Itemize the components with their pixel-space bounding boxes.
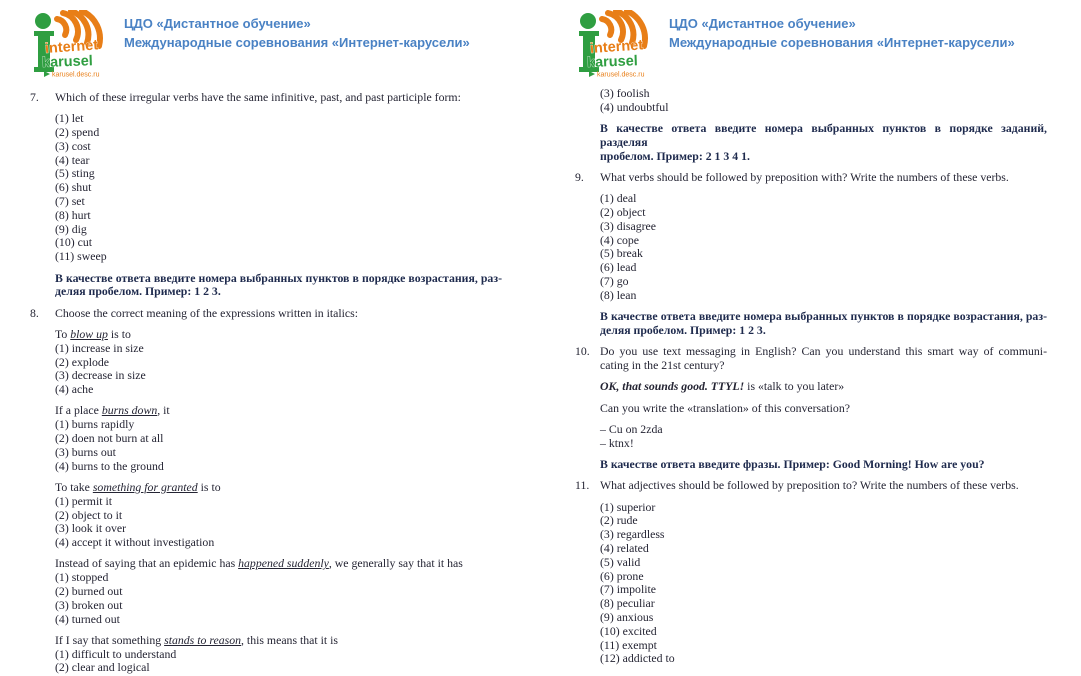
option-item: (9) anxious <box>600 610 654 624</box>
question-10-number: 10. <box>575 344 590 359</box>
option-item: (12) addicted to <box>600 651 675 666</box>
page-header <box>124 10 470 78</box>
option-item: (2) object to it <box>55 507 123 522</box>
question-8-number: 8. <box>30 305 39 320</box>
question-8-title: Choose the correct meaning of the expressions written in italics: <box>55 305 359 320</box>
question-11 <box>575 479 1047 666</box>
option-item: (4) tear <box>55 152 90 167</box>
option-item: (3) disagree <box>600 218 657 233</box>
option-item: (4) cope <box>600 232 639 247</box>
question-7-options <box>55 112 502 264</box>
option-item: (4) undoubtful <box>600 99 669 114</box>
lead-pre: To <box>55 326 71 341</box>
question-11-title: What adjectives should be followed by preposition to? Write the numbers of these verbs. <box>600 478 1019 493</box>
option-item: (8) peculiar <box>600 596 655 611</box>
page-right <box>545 0 1081 676</box>
internet-karusel-logo <box>30 10 118 78</box>
question-8-tail-options <box>600 87 1047 115</box>
option-item: (2) object <box>600 205 646 220</box>
question-9-number: 9. <box>575 169 584 184</box>
left-page-content <box>30 91 502 675</box>
option-item: (5) sting <box>55 166 95 181</box>
lead-pre: If a place <box>55 403 102 418</box>
italic-phrase: stands to reason <box>164 632 242 647</box>
logo-word-karusel: karusel <box>41 53 94 71</box>
question-10-dialog <box>600 423 1047 451</box>
question-10-prompt: Can you write the «translation» of this conversation? <box>600 400 850 415</box>
question-8-instruction <box>600 122 1047 163</box>
logo-row <box>30 10 541 78</box>
question-8-sub-5 <box>55 634 502 675</box>
option-item: (10) cut <box>55 235 93 250</box>
option-item: (4) turned out <box>55 611 120 626</box>
expression-lead <box>55 557 502 571</box>
italic-phrase: blow up <box>70 326 108 341</box>
option-item: (1) let <box>55 111 84 126</box>
header-line-1: ЦДО «Дистантное обучение» <box>124 16 311 31</box>
question-7 <box>30 91 502 299</box>
expression-lead <box>55 481 502 495</box>
option-item: (2) burned out <box>55 584 123 598</box>
option-item: (1) permit it <box>55 493 113 508</box>
italic-phrase: burns down <box>101 403 158 418</box>
option-item: – ktnx! <box>600 435 634 450</box>
option-item: (4) ache <box>55 382 94 397</box>
header-line-1: ЦДО «Дистантное обучение» <box>669 16 856 31</box>
option-item: (8) hurt <box>55 207 91 222</box>
internet-karusel-logo <box>575 10 663 78</box>
italic-phrase: something for granted <box>92 479 198 494</box>
option-item: (1) increase in size <box>55 340 144 355</box>
option-item: (1) difficult to understand <box>55 646 177 661</box>
instruction-line: В качестве ответа введите номера выбранных пунктов в порядке возрастания, раз- <box>600 309 1047 324</box>
page-header <box>669 10 1015 78</box>
option-item: (2) doen not burn at all <box>55 431 164 446</box>
header-line-2: Международные соревнования «Интернет-карусели» <box>669 35 1015 50</box>
question-7-number: 7. <box>30 90 39 104</box>
question-11-options <box>600 501 1047 667</box>
question-8-sub-1 <box>55 328 502 397</box>
expression-lead <box>55 404 502 418</box>
question-8-continued <box>600 87 1047 163</box>
option-item: (6) prone <box>600 568 644 583</box>
sub-3-options <box>55 495 502 550</box>
question-10-title <box>600 345 1047 373</box>
question-9-title: What verbs should be followed by preposition with? Write the numbers of these verbs. <box>600 169 1009 184</box>
question-7-instruction <box>55 272 502 300</box>
option-item: (7) impolite <box>600 582 657 597</box>
option-item: (11) sweep <box>55 249 107 264</box>
lead-post: , we generally say that it has <box>328 556 463 571</box>
instruction-line: деляя пробелом. Пример: 1 2 3. <box>55 284 221 299</box>
sub-1-options <box>55 342 502 397</box>
logo-url: karusel.desc.ru <box>597 71 645 78</box>
logo-url: karusel.desc.ru <box>52 71 100 78</box>
question-8 <box>30 307 502 676</box>
sub-4-options <box>55 571 502 626</box>
lead-post: is to <box>107 326 131 341</box>
logo-word-internet: internet <box>589 37 644 58</box>
lead-post: is to <box>197 479 221 494</box>
option-item: (3) look it over <box>55 521 127 536</box>
option-item: (5) break <box>600 246 643 261</box>
sms-example <box>600 380 1047 394</box>
sub-2-options <box>55 418 502 473</box>
option-item: (2) spend <box>55 125 100 140</box>
instruction-line: пробелом. Пример: 2 1 3 4 1. <box>600 148 750 163</box>
question-9 <box>575 171 1047 338</box>
option-item: (9) dig <box>55 221 87 236</box>
lead-pre: If I say that something <box>55 632 165 647</box>
title-line: cating in the 21st century? <box>600 358 725 373</box>
right-page-content <box>575 87 1047 666</box>
sms-translation: is «talk to you later» <box>744 379 845 394</box>
instruction-line: деляя пробелом. Пример: 1 2 3. <box>600 322 766 337</box>
instruction-line: В качестве ответа введите номера выбранных пунктов в порядке возрастания, раз- <box>55 270 502 285</box>
option-item: (3) cost <box>55 138 91 153</box>
option-item: (8) lean <box>600 287 637 302</box>
italic-phrase: happened suddenly <box>238 556 329 571</box>
option-item: (6) shut <box>55 180 92 195</box>
question-8-sub-3 <box>55 481 502 550</box>
lead-post: , it <box>157 403 170 418</box>
logo-word-internet: internet <box>44 37 99 58</box>
option-item: (1) deal <box>600 191 637 206</box>
option-item: (3) regardless <box>600 527 665 542</box>
question-8-sub-2 <box>55 404 502 473</box>
logo-word-karusel: karusel <box>586 53 639 71</box>
option-item: (7) go <box>600 274 629 289</box>
option-item: (6) lead <box>600 260 637 275</box>
sms-phrase: OK, that sounds good. TTYL! <box>600 379 745 394</box>
lead-pre: To take <box>55 479 93 494</box>
instruction-line: В качестве ответа введите номера выбранных пунктов в порядке заданий, разделяя <box>600 121 1047 149</box>
lead-pre: Instead of saying that an epidemic has <box>55 556 239 571</box>
option-item: (2) rude <box>600 513 638 528</box>
option-item: (3) broken out <box>55 597 123 612</box>
sub-5-options <box>55 648 502 676</box>
option-item: (3) decrease in size <box>55 368 146 383</box>
option-item: (1) stopped <box>55 570 109 585</box>
header-line-2: Международные соревнования «Интернет-карусели» <box>124 35 470 50</box>
question-10-instruction: В качестве ответа введите фразы. Пример: Good Morning! How are you? <box>600 457 985 472</box>
option-item: (11) exempt <box>600 637 657 652</box>
option-item: (4) related <box>600 541 649 556</box>
option-item: (1) burns rapidly <box>55 417 135 432</box>
lead-post: , this means that it is <box>241 632 339 647</box>
logo-row <box>575 10 1081 78</box>
option-item: (2) explode <box>55 354 110 369</box>
option-item: (2) clear and logical <box>55 660 150 675</box>
option-item: (1) superior <box>600 499 656 514</box>
option-item: – Cu on 2zda <box>600 421 663 436</box>
expression-lead <box>55 328 502 342</box>
title-line: Do you use text messaging in English? Can you understand this smart way of communi- <box>600 344 1047 359</box>
question-10 <box>575 345 1047 472</box>
question-7-title: Which of these irregular verbs have the same infinitive, past, and past participle form: <box>55 90 461 104</box>
question-11-number: 11. <box>575 478 590 493</box>
option-item: (7) set <box>55 194 85 209</box>
expression-lead <box>55 634 502 648</box>
question-8-sub-4 <box>55 557 502 626</box>
option-item: (5) valid <box>600 554 641 569</box>
option-item: (10) excited <box>600 623 657 638</box>
question-9-options <box>600 192 1047 302</box>
option-item: (3) burns out <box>55 444 116 459</box>
question-9-instruction <box>600 310 1047 338</box>
option-item: (4) accept it without investigation <box>55 535 215 550</box>
option-item: (4) burns to the ground <box>55 458 164 473</box>
option-item: (3) foolish <box>600 86 650 100</box>
